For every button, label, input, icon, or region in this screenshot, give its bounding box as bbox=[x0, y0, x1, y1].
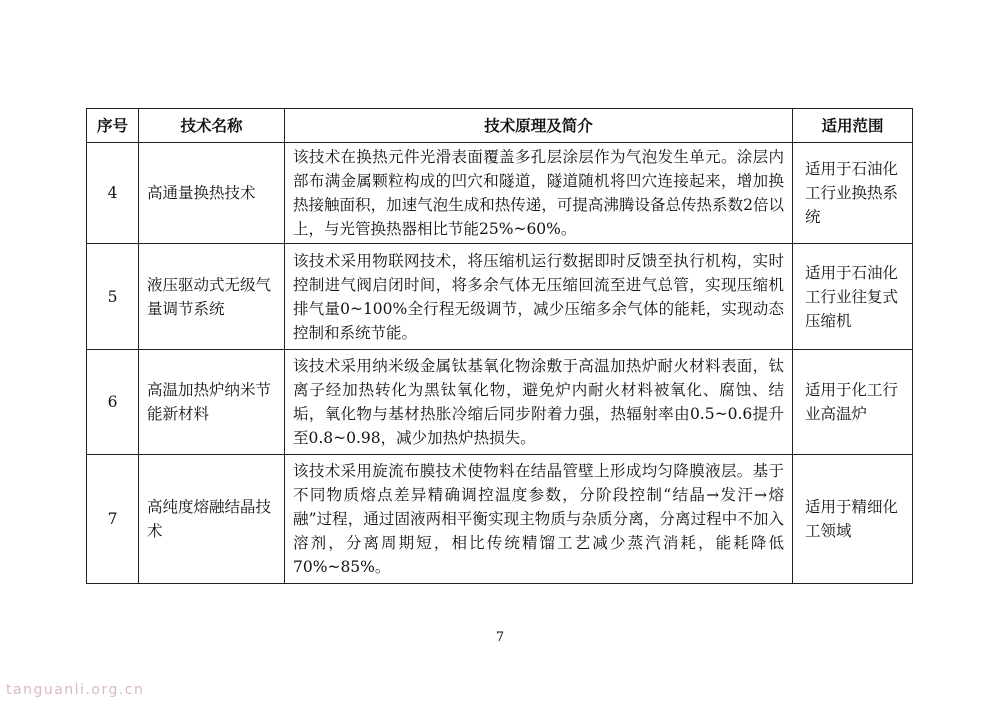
row-scope: 适用于精细化工领域 bbox=[793, 455, 913, 584]
row-serial: 7 bbox=[87, 455, 139, 584]
technology-table bbox=[86, 108, 913, 584]
row-description: 该技术采用物联网技术，将压缩机运行数据即时反馈至执行机构，实时控制进气阀启闭时间，将多余气体无压缩回流至进气总管，实现压缩机排气量0~100%全行程无级调节，减少压缩多余气体的能耗，实现动态控制和系统节能。 bbox=[285, 244, 793, 350]
table-header-row bbox=[87, 109, 913, 143]
row-description: 该技术采用纳米级金属钛基氧化物涂敷于高温加热炉耐火材料表面，钛离子经加热转化为黑钛氧化物，避免炉内耐火材料被氧化、腐蚀、结垢，氧化物与基材热胀冷缩后同步附着力强，热辐射率由0.5~0.6提升至0.8~0.98，减少加热炉热损失。 bbox=[285, 350, 793, 455]
watermark-text: tanguanli.org.cn bbox=[6, 682, 145, 698]
row-serial: 4 bbox=[87, 143, 139, 244]
page-number: 7 bbox=[495, 630, 505, 645]
row-description: 该技术采用旋流布膜技术使物料在结晶管壁上形成均匀降膜液层。基于不同物质熔点差异精确调控温度参数，分阶段控制“结晶→发汗→熔融”过程，通过固液两相平衡实现主物质与杂质分离，分离过程中不加入溶剂，分离周期短，相比传统精馏工艺减少蒸汽消耗，能耗降低70%~85%。 bbox=[285, 455, 793, 584]
header-tech-principle: 技术原理及简介 bbox=[285, 109, 793, 143]
row-serial: 6 bbox=[87, 350, 139, 455]
row-scope: 适用于石油化工行业往复式压缩机 bbox=[793, 244, 913, 350]
row-tech-name: 高温加热炉纳米节能新材料 bbox=[139, 350, 285, 455]
row-tech-name: 高通量换热技术 bbox=[139, 143, 285, 244]
header-tech-name: 技术名称 bbox=[139, 109, 285, 143]
header-serial: 序号 bbox=[87, 109, 139, 143]
row-tech-name: 高纯度熔融结晶技术 bbox=[139, 455, 285, 584]
row-description: 该技术在换热元件光滑表面覆盖多孔层涂层作为气泡发生单元。涂层内部布满金属颗粒构成的凹穴和隧道，隧道随机将凹穴连接起来，增加换热接触面积，加速气泡生成和热传递，可提高沸腾设备总传热系数2倍以上，与光管换热器相比节能25%~60%。 bbox=[285, 143, 793, 244]
table-row bbox=[87, 350, 913, 455]
header-scope: 适用范围 bbox=[793, 109, 913, 143]
row-scope: 适用于石油化工行业换热系统 bbox=[793, 143, 913, 244]
table-row bbox=[87, 143, 913, 244]
row-tech-name: 液压驱动式无级气量调节系统 bbox=[139, 244, 285, 350]
table-row bbox=[87, 244, 913, 350]
table-row bbox=[87, 455, 913, 584]
row-serial: 5 bbox=[87, 244, 139, 350]
row-scope: 适用于化工行业高温炉 bbox=[793, 350, 913, 455]
